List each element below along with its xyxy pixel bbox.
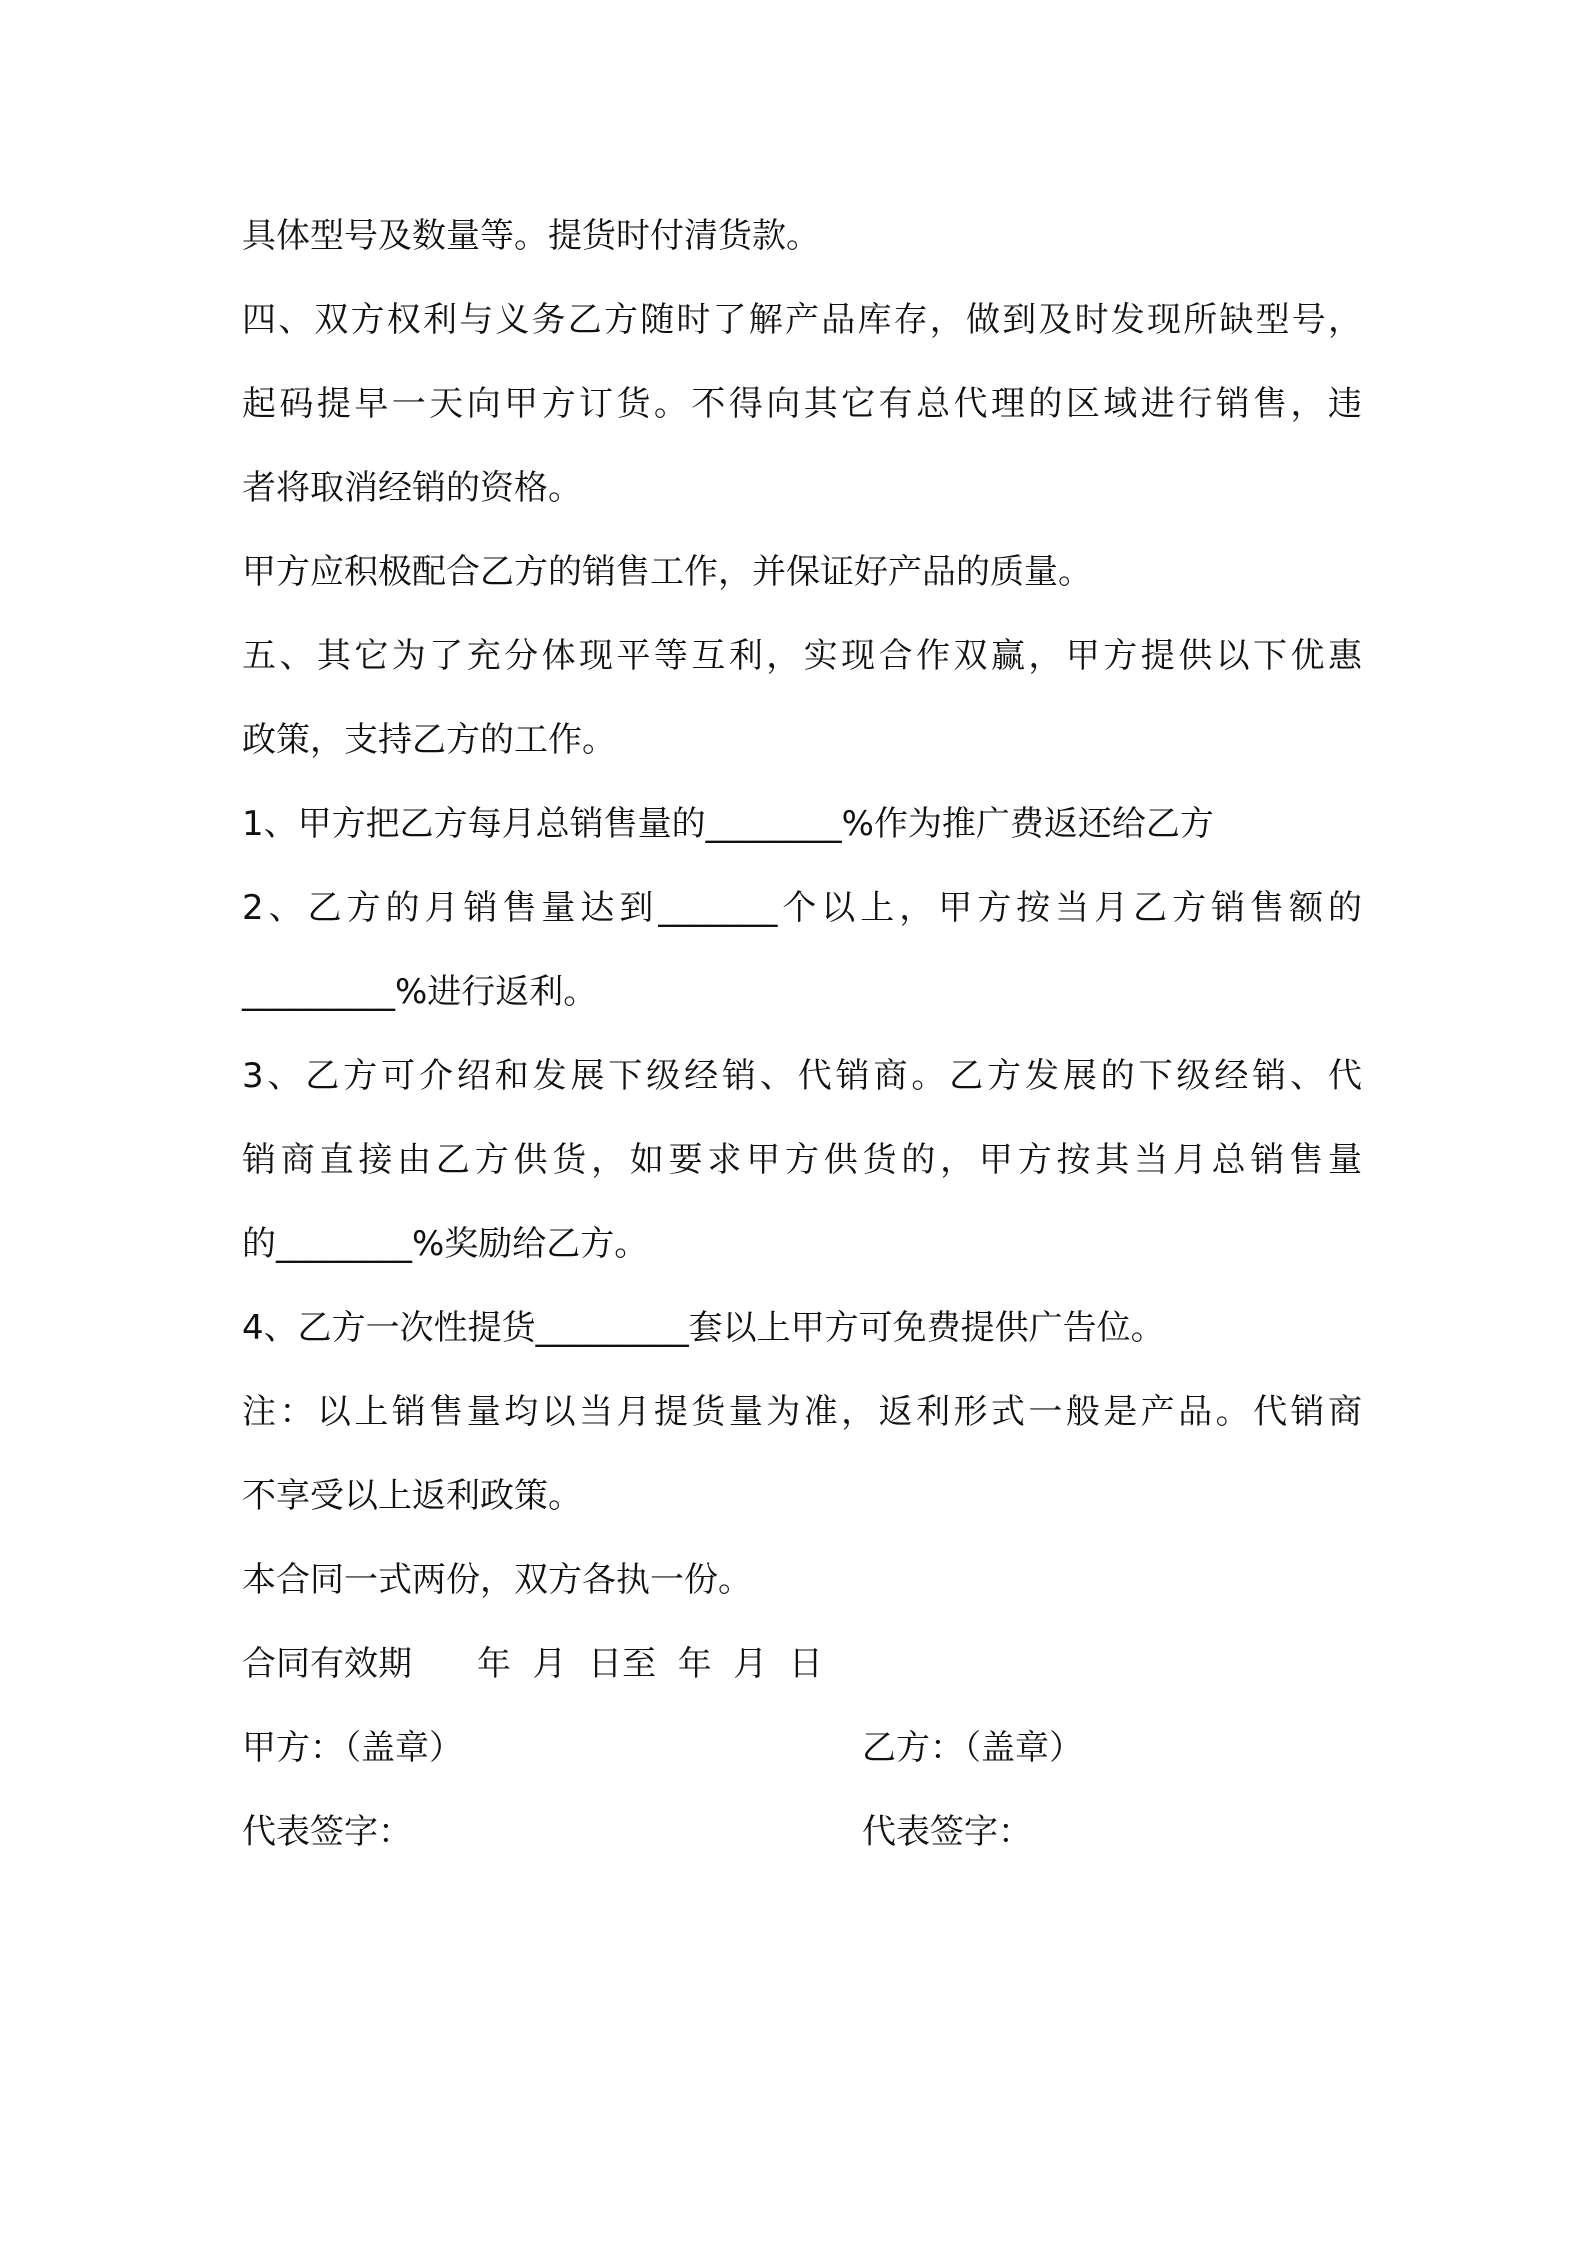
- text-line: _________%进行返利。: [242, 972, 598, 1012]
- party-b-rep-label: 代表签字：: [862, 1812, 1032, 1852]
- text-line: 政策，支持乙方的工作。: [242, 720, 616, 760]
- text-line: 四、双方权利与义务乙方随时了解产品库存，做到及时发现所缺型号，: [242, 300, 1362, 340]
- text-line: 2、乙方的月销售量达到_______个以上，甲方按当月乙方销售额的: [242, 888, 1362, 928]
- party-a-rep-label: 代表签字：: [242, 1812, 412, 1852]
- text-line: 起码提早一天向甲方订货。不得向其它有总代理的区域进行销售，违: [242, 384, 1362, 424]
- seal-row: [242, 1706, 1362, 1790]
- text-line: 3、乙方可介绍和发展下级经销、代销商。乙方发展的下级经销、代: [242, 1056, 1362, 1096]
- text-line: 1、甲方把乙方每月总销售量的________%作为推广费返还给乙方: [242, 804, 1214, 844]
- text-line: 销商直接由乙方供货，如要求甲方供货的，甲方按其当月总销售量: [242, 1140, 1362, 1180]
- validity-period-line: 合同有效期 年 月 日至 年 月 日: [242, 1644, 823, 1684]
- signature-row: [242, 1790, 1362, 1874]
- text-line: 甲方应积极配合乙方的销售工作，并保证好产品的质量。: [242, 552, 1092, 592]
- text-line: 者将取消经销的资格。: [242, 468, 582, 508]
- contract-body: [242, 194, 1362, 1874]
- party-b-seal-label: 乙方：（盖章）: [862, 1728, 1083, 1768]
- text-line: 不享受以上返利政策。: [242, 1476, 582, 1516]
- party-a-seal-label: 甲方：（盖章）: [242, 1728, 463, 1768]
- text-line: 的________%奖励给乙方。: [242, 1224, 649, 1264]
- text-line: 五、其它为了充分体现平等互利，实现合作双赢，甲方提供以下优惠: [242, 636, 1362, 676]
- text-line: 4、乙方一次性提货_________套以上甲方可免费提供广告位。: [242, 1308, 1165, 1348]
- text-line: 注：以上销售量均以当月提货量为准，返利形式一般是产品。代销商: [242, 1392, 1362, 1432]
- text-line: 本合同一式两份，双方各执一份。: [242, 1560, 752, 1600]
- text-line: 具体型号及数量等。提货时付清货款。: [242, 216, 820, 256]
